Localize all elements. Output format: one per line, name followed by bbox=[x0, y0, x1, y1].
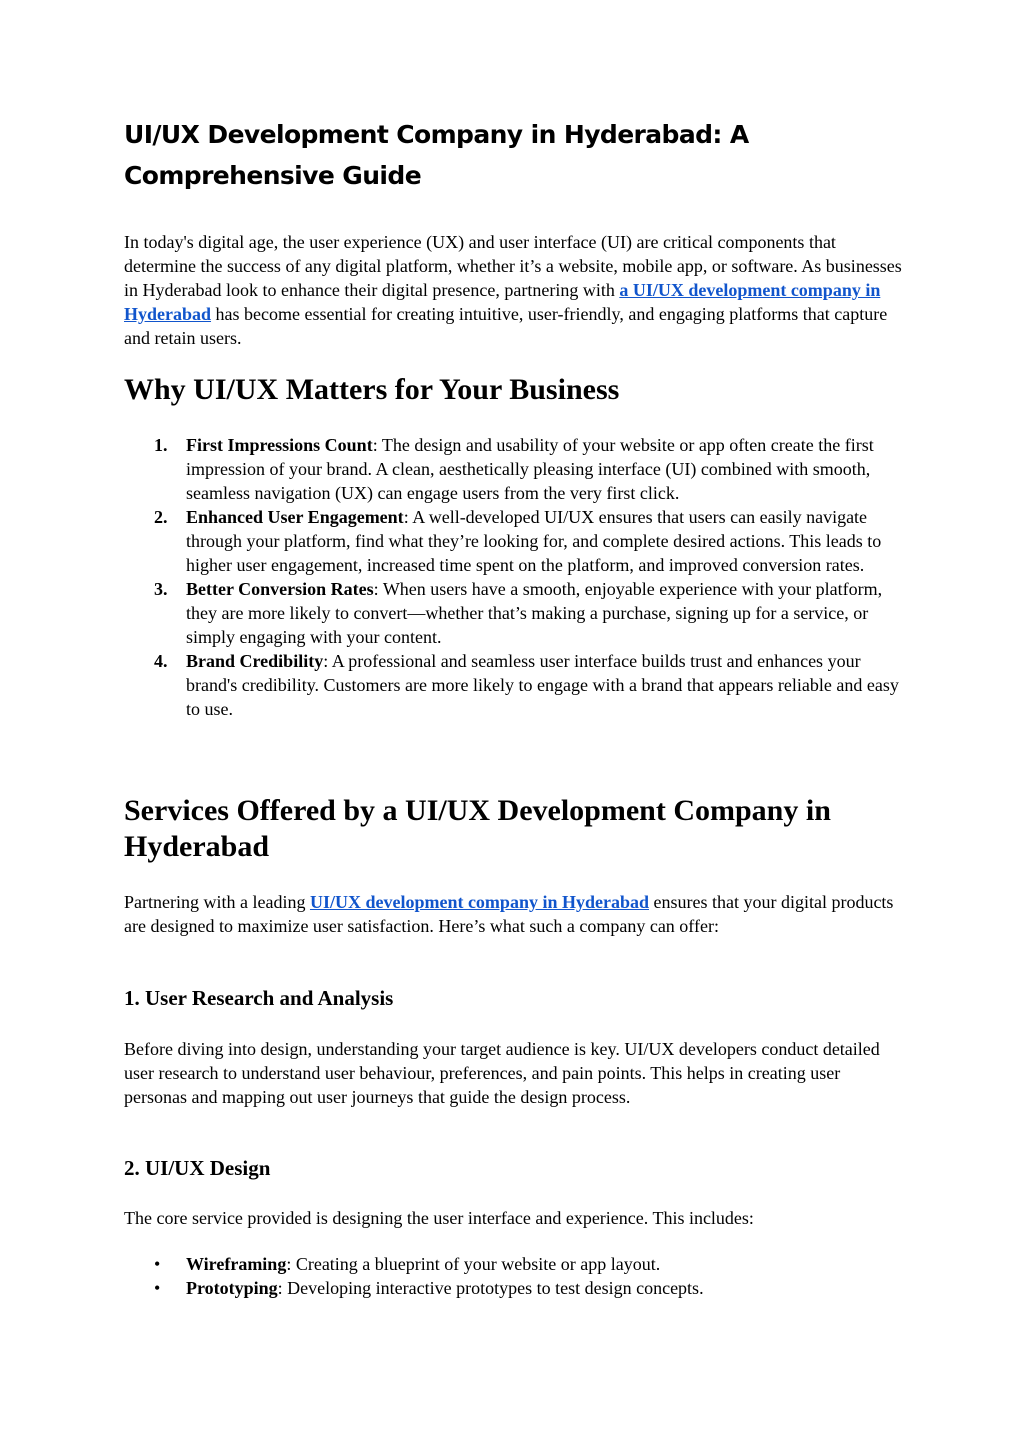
list-number: 2. bbox=[154, 507, 168, 527]
intro-text-before: In today's digital age, the user experience (UX) and user interface (UI) are critical components that determine the success of any digital platform, whether it’s a website, mobile app, or software. As businesses in Hyderabad look to enhance their digital presence, partnering with bbox=[124, 232, 902, 300]
services-intro-paragraph bbox=[124, 890, 904, 938]
services-company-link[interactable]: UI/UX development company in Hyderabad bbox=[309, 892, 649, 912]
intro-text-after: has become essential for creating intuitive, user-friendly, and engaging platforms that capture and retain users. bbox=[124, 304, 888, 348]
bullet-icon: • bbox=[154, 1254, 161, 1274]
list-item-text: : A professional and seamless user interface builds trust and enhances your brand's credibility. Customers are more likely to engage with a brand that appears reliable and easy to use. bbox=[186, 651, 899, 719]
reasons-list bbox=[124, 433, 904, 721]
list-item-text: : The design and usability of your website or app often create the first impression of your brand. A clean, aesthetically pleasing interface (UI) combined with smooth, seamless navigation (UX) can engage users from the very first click. bbox=[186, 435, 874, 503]
list-item bbox=[124, 505, 904, 577]
list-item bbox=[124, 1276, 904, 1300]
list-item-text: : Creating a blueprint of your website or app layout. bbox=[286, 1254, 661, 1274]
page-title: UI/UX Development Company in Hyderabad: A Comprehensive Guide bbox=[124, 120, 749, 190]
services-heading: Services Offered by a UI/UX Development Company in Hyderabad bbox=[124, 794, 831, 863]
list-item-title: First Impressions Count bbox=[186, 435, 373, 455]
design-paragraph: The core service provided is designing the user interface and experience. This includes: bbox=[124, 1208, 754, 1228]
services-intro-after: ensures that your digital products are designed to maximize user satisfaction. Here’s what such a company can offer: bbox=[124, 892, 894, 936]
list-number: 4. bbox=[154, 651, 168, 671]
research-subheading: 1. User Research and Analysis bbox=[124, 986, 394, 1010]
list-item-title: Brand Credibility bbox=[186, 651, 324, 671]
list-item-text: : Developing interactive prototypes to test design concepts. bbox=[277, 1278, 704, 1298]
bullet-icon: • bbox=[154, 1278, 161, 1298]
list-item-title: Prototyping bbox=[186, 1278, 278, 1298]
list-item-title: Enhanced User Engagement bbox=[186, 507, 404, 527]
design-subheading: 2. UI/UX Design bbox=[124, 1156, 271, 1180]
list-number: 1. bbox=[154, 435, 168, 455]
why-heading: Why UI/UX Matters for Your Business bbox=[124, 373, 620, 406]
list-item bbox=[124, 1252, 904, 1276]
list-item-text: : When users have a smooth, enjoyable experience with your platform, they are more likely to convert—whether that’s making a purchase, signing up for a service, or simply engaging with your content. bbox=[186, 579, 883, 647]
list-number: 3. bbox=[154, 579, 168, 599]
list-item bbox=[124, 577, 904, 649]
list-item-title: Better Conversion Rates bbox=[186, 579, 374, 599]
research-paragraph: Before diving into design, understanding your target audience is key. UI/UX developers conduct detailed user research to understand user behaviour, preferences, and pain points. This helps in creating user personas and mapping out user journeys that guide the design process. bbox=[124, 1039, 880, 1107]
services-intro-before: Partnering with a leading bbox=[124, 892, 310, 912]
design-bullet-list bbox=[124, 1252, 904, 1300]
list-item-title: Wireframing bbox=[186, 1254, 287, 1274]
list-item bbox=[124, 433, 904, 505]
list-item-text: : A well-developed UI/UX ensures that users can easily navigate through your platform, find what they’re looking for, and complete desired actions. This leads to higher user engagement, increased time spent on the platform, and improved conversion rates. bbox=[186, 507, 882, 575]
intro-paragraph bbox=[124, 230, 904, 350]
list-item bbox=[124, 649, 904, 721]
intro-company-link[interactable]: a UI/UX development company in Hyderabad bbox=[124, 280, 881, 324]
